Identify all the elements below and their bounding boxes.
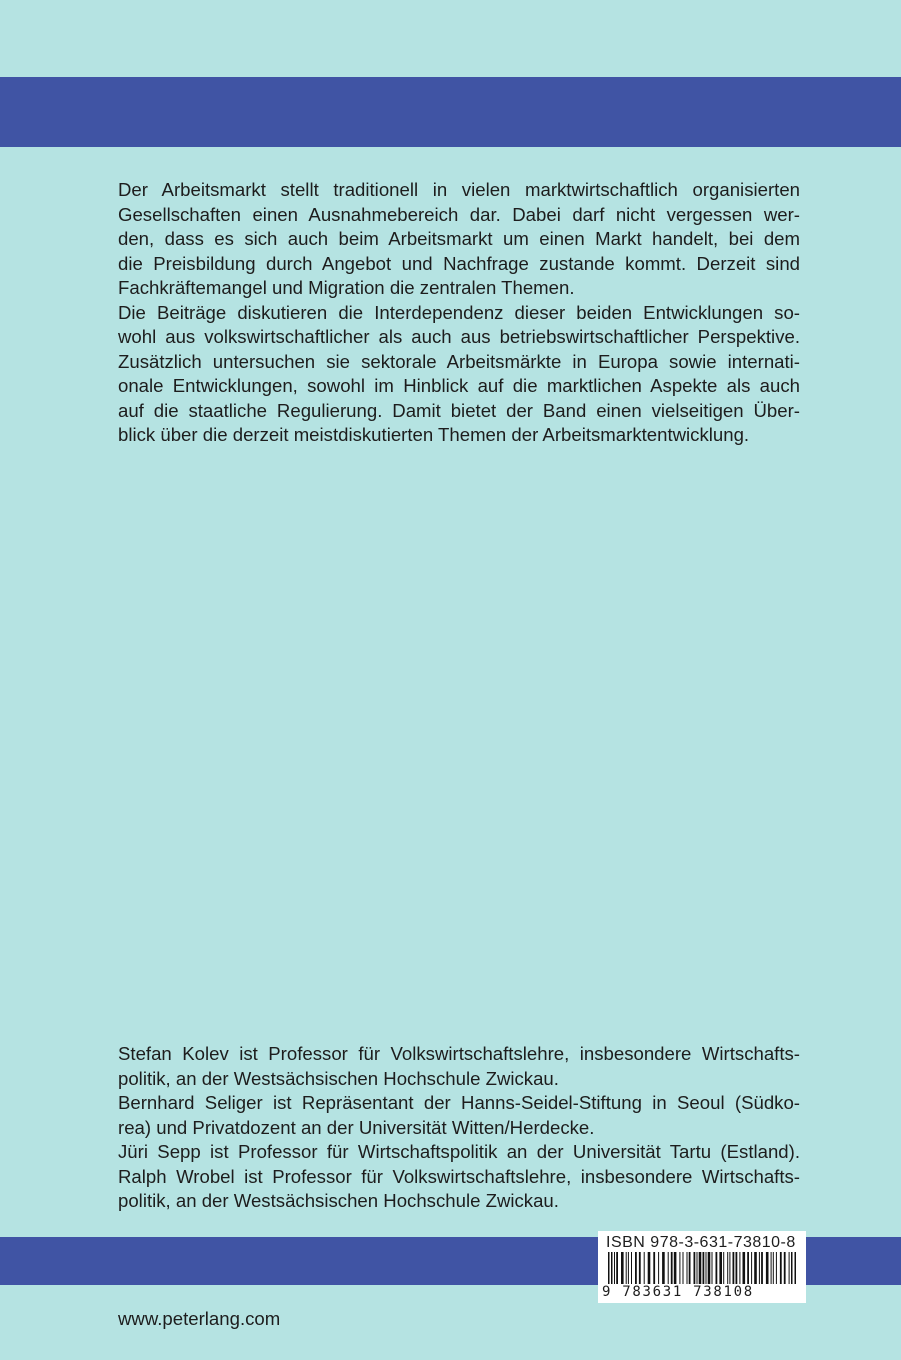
barcode-bar: [776, 1252, 777, 1285]
barcode-bar: [635, 1252, 637, 1285]
barcode-bar: [631, 1252, 632, 1285]
isbn-barcode-block: [598, 1231, 806, 1303]
barcode-bar: [751, 1252, 752, 1285]
author-line: politik, an der Westsächsischen Hochschule Zwickau.: [118, 1190, 559, 1211]
barcode-bar: [780, 1252, 782, 1285]
barcode-bar: [733, 1252, 735, 1285]
barcode-bar: [694, 1252, 696, 1285]
description-line: auf die staatliche Regulierung. Damit bietet der Band einen vielseitigen Über-: [118, 399, 800, 421]
author-line: politik, an der Westsächsischen Hochschule Zwickau.: [118, 1067, 559, 1089]
barcode-bar: [616, 1252, 618, 1285]
barcode-bar: [687, 1252, 688, 1285]
barcode-bar: [754, 1252, 757, 1285]
description-line: onale Entwicklungen, sowohl im Hinblick auf die marktlichen Aspekte als auch: [118, 375, 800, 396]
description-line: den, dass es sich auch beim Arbeitsmarkt um einen Markt handelt, bei dem: [118, 228, 800, 249]
author-bios: [118, 1042, 800, 1214]
barcode-bar: [747, 1252, 749, 1285]
barcode-bar: [712, 1252, 713, 1285]
barcode-bar: [727, 1252, 728, 1285]
description-line: die Preisbildung durch Angebot und Nachfrage zustande kommt. Derzeit sind: [118, 252, 800, 274]
author-line: Bernhard Seliger ist Repräsentant der Hanns-Seidel-Stiftung in Seoul (Südko-: [118, 1092, 800, 1113]
author-line: Ralph Wrobel ist Professor für Volkswirtschaftslehre, insbesondere Wirtschafts-: [118, 1165, 800, 1187]
description-line: wohl aus volkswirtschaftlicher als auch aus betriebswirtschaftlicher Perspektive.: [118, 326, 800, 347]
description-line: Zusätzlich untersuchen sie sektorale Arbeitsmärkte in Europa sowie internati-: [118, 350, 800, 372]
barcode-bar: [653, 1252, 655, 1285]
barcode-bar: [674, 1252, 677, 1285]
barcode-bar: [648, 1252, 651, 1285]
barcode-bar: [671, 1252, 673, 1285]
description-line: blick über die derzeit meistdiskutierten Themen der Arbeitsmarktentwicklung.: [118, 424, 750, 445]
barcode-bar: [739, 1252, 740, 1285]
description-line: Fachkräftemangel und Migration die zentralen Themen.: [118, 277, 575, 298]
barcode-bar: [703, 1252, 705, 1285]
book-description: [118, 178, 800, 448]
barcode-bar: [766, 1252, 769, 1285]
barcode-bar: [683, 1252, 684, 1285]
barcode-bar: [628, 1252, 629, 1285]
barcode-bar: [708, 1252, 711, 1285]
barcode-bar: [706, 1252, 707, 1285]
barcode-bar: [716, 1252, 718, 1285]
barcode-bar: [689, 1252, 691, 1285]
barcode-bar: [784, 1252, 786, 1285]
top-color-band: [0, 77, 901, 147]
barcode-bar: [773, 1252, 774, 1285]
barcode-bar: [719, 1252, 722, 1285]
description-line: Die Beiträge diskutieren die Interdependenz dieser beiden Entwicklungen so-: [118, 301, 800, 323]
isbn-label: ISBN 978-3-631-73810-8: [606, 1234, 796, 1251]
barcode-bar: [729, 1252, 730, 1285]
barcode-bar: [639, 1252, 641, 1285]
author-line: Jüri Sepp ist Professor für Wirtschaftspolitik an der Universität Tartu (Estland).: [118, 1141, 800, 1162]
barcode-bar: [743, 1252, 746, 1285]
barcode-bar: [789, 1252, 790, 1285]
barcode-bar: [644, 1252, 645, 1285]
barcode-bar: [614, 1252, 615, 1285]
barcode-bar: [658, 1252, 659, 1285]
publisher-website: www.peterlang.com: [118, 1308, 281, 1329]
barcode-bar: [771, 1252, 772, 1285]
barcode-bar: [668, 1252, 669, 1285]
barcode-bar: [723, 1252, 724, 1285]
author-line: Stefan Kolev ist Professor für Volkswirtschaftslehre, insbesondere Wirtschafts-: [118, 1043, 800, 1064]
barcode-bar: [679, 1252, 680, 1285]
description-line: Gesellschaften einen Ausnahmebereich dar. Dabei darf nicht vergessen wer-: [118, 203, 800, 225]
barcode-bar: [761, 1252, 763, 1285]
description-line: Der Arbeitsmarkt stellt traditionell in vielen marktwirtschaftlich organisierten: [118, 179, 800, 200]
author-line: rea) und Privatdozent an der Universität Witten/Herdecke.: [118, 1116, 595, 1138]
ean-digits: 9 783631 738108: [602, 1284, 802, 1300]
barcode-bar: [759, 1252, 760, 1285]
barcode-bar: [736, 1252, 738, 1285]
barcode-bar: [662, 1252, 665, 1285]
barcode-bar: [621, 1252, 624, 1285]
barcode-bar: [626, 1252, 627, 1285]
